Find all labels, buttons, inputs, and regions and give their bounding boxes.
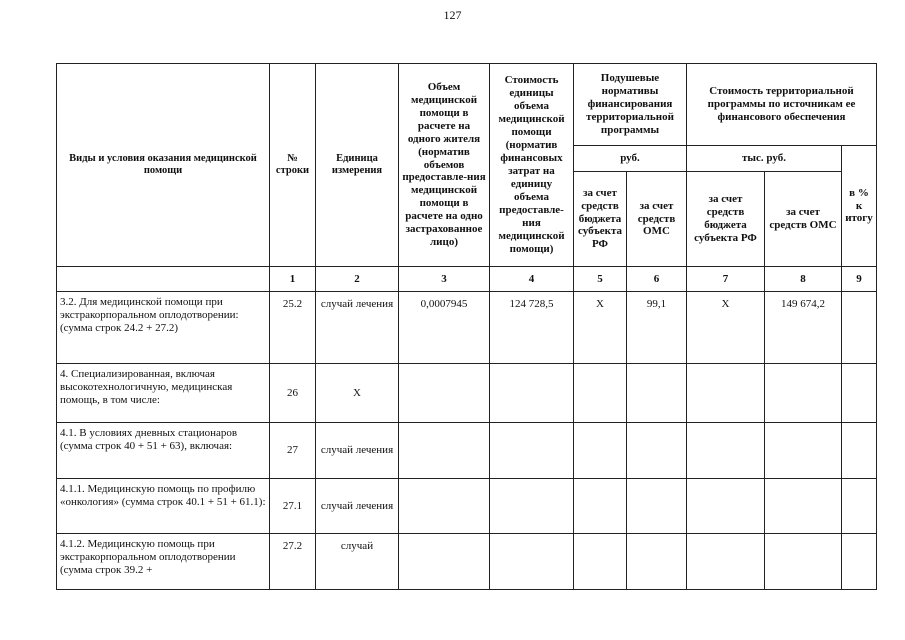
- header-cost: Стоимость единицы объема медицинской помощи (норматив финансовых затрат на единицу объема предоставле-ния медицинской помощи): [490, 64, 574, 267]
- row-percent: [842, 364, 877, 423]
- row-volume: [399, 534, 490, 590]
- row-budget-thousand: [687, 364, 765, 423]
- row-oms-rub: [627, 479, 687, 534]
- row-percent: [842, 534, 877, 590]
- row-percent: [842, 423, 877, 479]
- row-name: 4.1.1. Медицинскую помощь по профилю «онкология» (сумма строк 40.1 + 51 + 61.1):: [57, 479, 270, 534]
- row-budget-rub: [574, 364, 627, 423]
- header-unit-thousand-rub: тыс. руб.: [687, 146, 842, 172]
- row-line-number: 27: [270, 423, 316, 479]
- row-budget-rub: [574, 479, 627, 534]
- row-cost: [490, 534, 574, 590]
- column-number: 6: [627, 267, 687, 292]
- row-line-number: 27.2: [270, 534, 316, 590]
- row-oms-thousand: [765, 479, 842, 534]
- header-line-number: № строки: [270, 64, 316, 267]
- header-unit: Единица измерения: [316, 64, 399, 267]
- column-number: 3: [399, 267, 490, 292]
- row-volume: [399, 479, 490, 534]
- header-name: Виды и условия оказания медицинской помощи: [57, 64, 270, 267]
- row-budget-thousand: [687, 534, 765, 590]
- row-line-number: 27.1: [270, 479, 316, 534]
- header-budget-thousand: за счет средств бюджета субъекта РФ: [687, 172, 765, 267]
- row-volume: [399, 364, 490, 423]
- data-table: [56, 63, 877, 590]
- row-unit: случай лечения: [316, 479, 399, 534]
- row-line-number: 25.2: [270, 292, 316, 364]
- column-number: 4: [490, 267, 574, 292]
- row-name: 3.2. Для медицинской помощи при экстракорпоральном оплодотворении: (сумма строк 24.2 + 27.2): [57, 292, 270, 364]
- row-oms-rub: [627, 364, 687, 423]
- row-oms-thousand: 149 674,2: [765, 292, 842, 364]
- row-volume: [399, 423, 490, 479]
- column-number-blank: [57, 267, 270, 292]
- row-unit: случай: [316, 534, 399, 590]
- table-row: [57, 479, 877, 534]
- row-budget-thousand: [687, 479, 765, 534]
- column-number: 7: [687, 267, 765, 292]
- table-row: [57, 423, 877, 479]
- row-budget-rub: Х: [574, 292, 627, 364]
- row-budget-rub: [574, 423, 627, 479]
- column-number: 8: [765, 267, 842, 292]
- header-per-capita-group: Подушевые нормативы финансирования территориальной программы: [574, 64, 687, 146]
- row-oms-thousand: [765, 364, 842, 423]
- row-percent: [842, 292, 877, 364]
- column-numbers-row: [57, 267, 877, 292]
- row-cost: [490, 479, 574, 534]
- row-budget-rub: [574, 534, 627, 590]
- header-oms-rub: за счет средств ОМС: [627, 172, 687, 267]
- row-cost: [490, 423, 574, 479]
- page-number: 127: [443, 8, 462, 22]
- row-unit: Х: [316, 364, 399, 423]
- row-unit: случай лечения: [316, 423, 399, 479]
- row-cost: [490, 364, 574, 423]
- header-budget-rub: за счет средств бюджета субъекта РФ: [574, 172, 627, 267]
- header-percent: в % к итогу: [842, 146, 877, 267]
- row-oms-thousand: [765, 423, 842, 479]
- row-name: 4.1.2. Медицинскую помощь при экстракорпоральном оплодотворении (сумма строк 39.2 +: [57, 534, 270, 590]
- row-oms-rub: [627, 534, 687, 590]
- row-oms-rub: 99,1: [627, 292, 687, 364]
- column-number: 2: [316, 267, 399, 292]
- row-volume: 0,0007945: [399, 292, 490, 364]
- header-unit-rub: руб.: [574, 146, 687, 172]
- table-row: [57, 534, 877, 590]
- row-oms-rub: [627, 423, 687, 479]
- column-number: 5: [574, 267, 627, 292]
- row-name: 4.1. В условиях дневных стационаров (сумма строк 40 + 51 + 63), включая:: [57, 423, 270, 479]
- column-number: 9: [842, 267, 877, 292]
- row-oms-thousand: [765, 534, 842, 590]
- table-row: [57, 364, 877, 423]
- row-unit: случай лечения: [316, 292, 399, 364]
- header-program-cost-group: Стоимость территориальной программы по источникам ее финансового обеспечения: [687, 64, 877, 146]
- column-number: 1: [270, 267, 316, 292]
- table-row: [57, 292, 877, 364]
- row-line-number: 26: [270, 364, 316, 423]
- row-budget-thousand: [687, 423, 765, 479]
- header-volume: Объем медицинской помощи в расчете на одного жителя (норматив объемов предоставле-ния медицинской помощи в расчете на одно застрахованное лицо): [399, 64, 490, 267]
- row-percent: [842, 479, 877, 534]
- header-oms-thousand: за счет средств ОМС: [765, 172, 842, 267]
- row-name: 4. Специализированная, включая высокотехнологичную, медицинская помощь, в том числе:: [57, 364, 270, 423]
- row-budget-thousand: Х: [687, 292, 765, 364]
- row-cost: 124 728,5: [490, 292, 574, 364]
